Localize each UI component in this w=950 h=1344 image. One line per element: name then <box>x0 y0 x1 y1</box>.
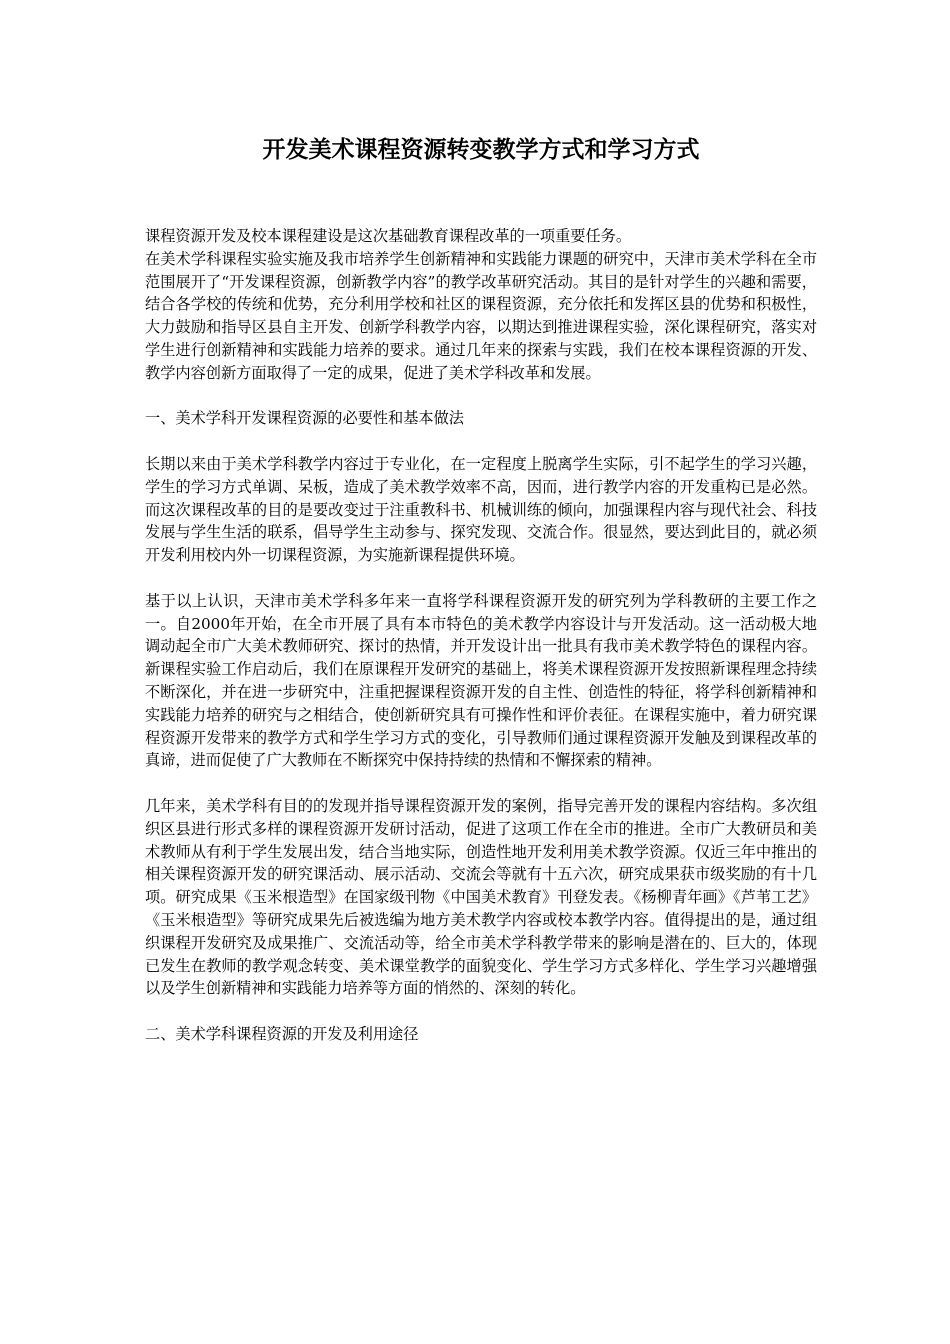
paragraph-background: 在美术学科课程实验实施及我市培养学生创新精神和实践能力课题的研究中，天津市美术学科在全市范围展开了“开发课程资源，创新教学内容”的教学改革研究活动。其目的是针对学生的兴趣和需要，结合各学校的传统和优势，充分利用学校和社区的课程资源，充分依托和发挥区县的优势和积极性，大力鼓励和指导区县自主开发、创新学科教学内容，以期达到推进课程实验，深化课程研究，落实对学生进行创新精神和实践能力培养的要求。通过几年来的探索与实践，我们在校本课程资源的开发、教学内容创新方面取得了一定的成果，促进了美术学科改革和发展。 <box>145 249 817 382</box>
paragraph-necessity: 长期以来由于美术学科教学内容过于专业化，在一定程度上脱离学生实际，引不起学生的学习兴趣，学生的学习方式单调、呆板，造成了美术教学效率不高，因而，进行教学内容的开发重构已是必然。而这次课程改革的目的是要改变过于注重教科书、机械训练的倾向，加强课程内容与现代社会、科技发展与学生生活的联系，倡导学生主动参与、探究发现、交流合作。很显然，要达到此目的，就必须开发利用校内外一切课程资源，为实施新课程提供环境。 <box>145 454 817 565</box>
paragraph-approach: 基于以上认识，天津市美术学科多年来一直将学科课程资源开发的研究列为学科教研的主要工作之一。自2000年开始，在全市开展了具有本市特色的美术教学内容设计与开发活动。这一活动极大地调动起全市广大美术教师研究、探讨的热情，并开发设计出一批具有我市美术教学特色的课程内容。新课程实验工作启动后，我们在原课程开发研究的基础上，将美术课程资源开发按照新课程理念持续不断深化，并在进一步研究中，注重把握课程资源开发的自主性、创造性的特征，将学科创新精神和实践能力培养的研究与之相结合，使创新研究具有可操作性和评价表征。在课程实施中，着力研究课程资源开发带来的教学方式和学生学习方式的变化，引导教师们通过课程资源开发触及到课程改革的真谛，进而促使了广大教师在不断探究中保持持续的热情和不懈探索的精神。 <box>145 591 817 770</box>
paragraph-intro: 课程资源开发及校本课程建设是这次基础教育课程改革的一项重要任务。 <box>145 227 631 245</box>
document-title: 开发美术课程资源转变教学方式和学习方式 <box>262 136 700 163</box>
section-heading-1: 一、美术学科开发课程资源的必要性和基本做法 <box>145 409 464 428</box>
paragraph-results: 几年来，美术学科有目的的发现并指导课程资源开发的案例，指导完善开发的课程内容结构。多次组织区县进行形式多样的课程资源开发研讨活动，促进了这项工作在全市的推进。全市广大教研员和美术教师从有利于学生发展出发，结合当地实际，创造性地开发利用美术教学资源。仅近三年中推出的相关课程资源开发的研究课活动、展示活动、交流会等就有十五六次，研究成果获市级奖励的有十几项。研究成果《玉米根造型》在国家级刊物《中国美术教育》刊登发表。《杨柳青年画》《芦苇工艺》《玉米根造型》等研究成果先后被选编为地方美术教学内容或校本教学内容。值得提出的是，通过组织课程开发研究及成果推广、交流活动等，给全市美术学科教学带来的影响是潜在的、巨大的，体现已发生在教师的教学观念转变、美术课堂教学的面貌变化、学生学习方式多样化、学生学习兴趣增强以及学生创新精神和实践能力培养等方面的悄然的、深刻的转化。 <box>145 796 817 998</box>
section-heading-2: 二、美术学科课程资源的开发及利用途径 <box>145 1024 419 1043</box>
document-body <box>145 225 817 1046</box>
